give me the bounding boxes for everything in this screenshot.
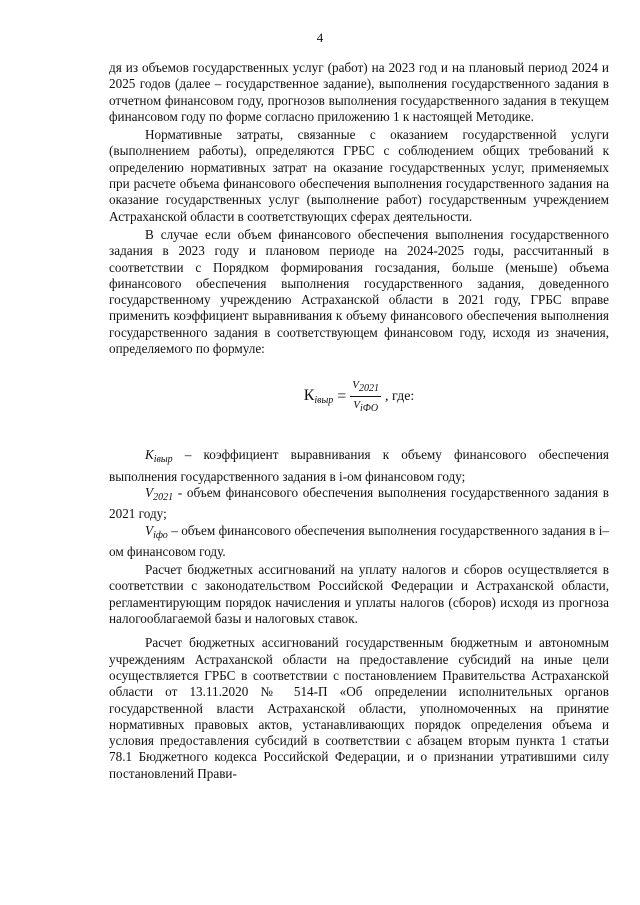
- paragraph-continuation: дя из объемов государственных услуг (работ) на 2023 год и на плановый период 2024 и 2025 годов (далее – государственное задание), выполнения государственного задания в отчетном финансовом году, прогнозов выполнения государственного задания в текущем финансовом году по форме согласно приложению 1 к настоящей Методике.: [109, 60, 609, 124]
- paragraph-normative-costs: Нормативные затраты, связанные с оказанием государственной услуги (выполнением работы), определяются ГРБС с соблюдением общих требований к определению нормативных затрат на оказание государственных услуг, применяемых при расчете объема финансового обеспечения выполнения государственного задания на оказание государственных услуг (выполнение работ) государственным учреждением Астраханской области в соответствующих сферах деятельности.: [109, 127, 609, 224]
- equalization-formula: [109, 379, 609, 425]
- page-number: 4: [316, 30, 324, 45]
- formula-suffix: , где:: [385, 388, 415, 404]
- paragraph-equalization: В случае если объем финансового обеспечения выполнения государственного задания в 2023 году и плановом периоде на 2024-2025 годы, рассчитанный в соответствии с Порядком формирования госзадания, больше (меньше) объема финансового обеспечения выполнения государственного задания, доведенного государственному учреждению Астраханской области в 2021 году, ГРБС вправе применить коэффициент выравнивания к объему финансового обеспечения выполнения государственного задания в соответствующем финансовом году, исходя из значения, определяемого по формуле:: [109, 226, 609, 357]
- definition-v-2021: $V_{2021}$ - объем финансового обеспечения выполнения государственного задания в 2021 году;: [109, 484, 609, 522]
- definition-k-coefficient: $К_{iвыр}$ – коэффициент выравнивания к объему финансового обеспечения выполнения государственного задания в i-ом финансовом году;: [109, 447, 609, 484]
- document-body: [109, 60, 609, 782]
- definition-v-ifo: $V_{iфо}$ – объем финансового обеспечения выполнения государственного задания в i–ом финансовом году.: [109, 522, 609, 559]
- formula-fraction: [350, 379, 381, 414]
- paragraph-taxes: Расчет бюджетных ассигнований на уплату налогов и сборов осуществляется в соответствии с законодательством Российской Федерации и Астраханской области, регламентирующим порядок начисления и уплаты налогов (сборов) исходя из прогноза налогооблагаемой базы и налоговых ставок.: [109, 562, 609, 627]
- formula-numerator: V2021: [350, 379, 381, 397]
- formula-lhs: $К_{iвыр}$: [303, 387, 334, 407]
- formula-equals: =: [337, 387, 347, 405]
- paragraph-subsidies: Расчет бюджетных ассигнований государственным бюджетным и автономным учреждениям Астраханской области на предоставление субсидий на иные цели осуществляется ГРБС в соответствии с постановлением Правительства Астраханской области от 13.11.2020 № 514-П «Об определении исполнительных органов государственной власти Астраханской области, уполномоченных на принятие нормативных правовых актов, устанавливающих порядок определения объема и условия предоставления субсидий в соответствии с абзацем вторым пункта 1 статьи 78.1 Бюджетного кодекса Российской Федерации, и о признании утратившими силу постановлений Прави-: [109, 635, 609, 781]
- formula-denominator: ViФО: [353, 399, 379, 415]
